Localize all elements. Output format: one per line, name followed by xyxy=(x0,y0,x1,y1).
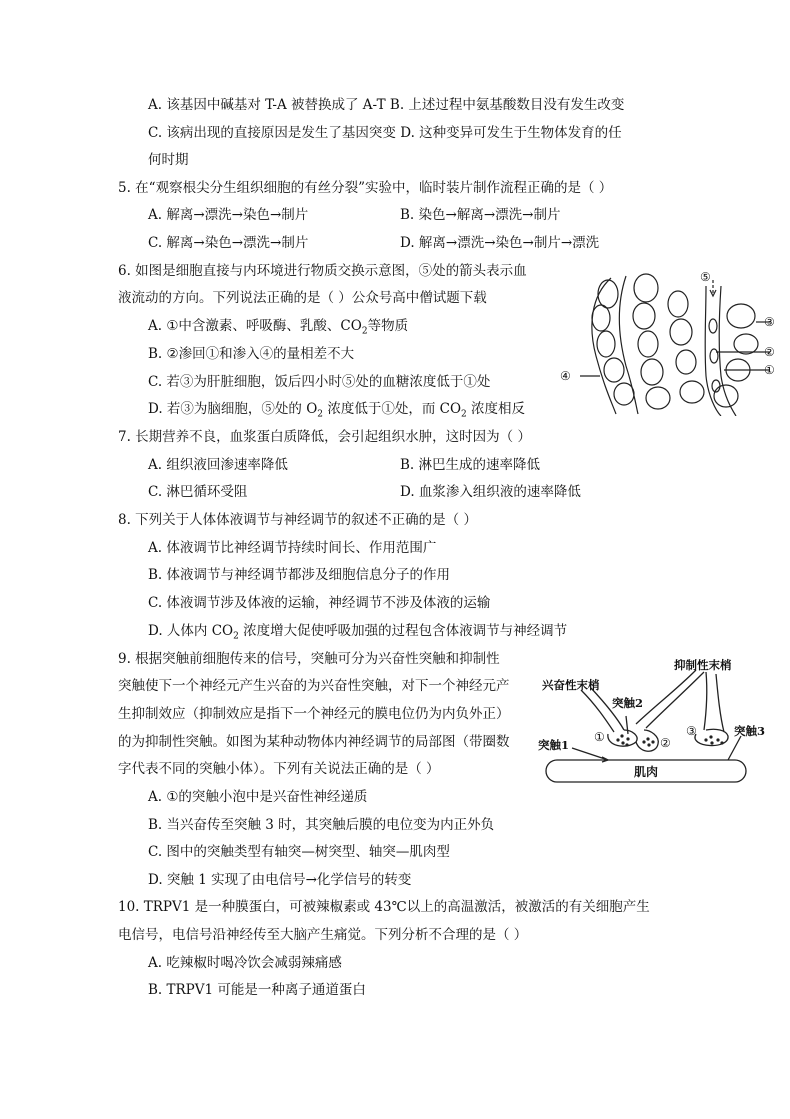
diagram-label-1: ① xyxy=(764,363,775,377)
q7-option-c: C. 淋巴循环受阻 xyxy=(148,484,248,500)
q6-option-d: D. 若③为脑细胞，⑤处的 $O_2$ 浓度低于①处，而 $CO_2$ 浓度相反 xyxy=(148,401,526,420)
label-inhibitory-ending: 抑制性末梢 xyxy=(674,658,732,672)
diagram-label-5: ⑤ xyxy=(700,270,711,284)
q7-option-a: A. 组织液回渗速率降低 xyxy=(148,457,288,473)
question-9-stem-line1: 9. 根据突触前细胞传来的信号，突触可分为兴奋性突触和抑制性 xyxy=(118,651,500,667)
question-10-stem-line2: 电信号，电信号沿神经传至大脑产生痛觉。下列分析不合理的是（ ） xyxy=(118,927,528,943)
q9-option-a: A. ①的突触小泡中是兴奋性神经递质 xyxy=(148,789,368,805)
q8-option-a: A. 体液调节比神经调节持续时间长、作用范围广 xyxy=(148,540,437,556)
q6-option-a: A. ①中含激素、呼吸酶、乳酸、$CO_2$等物质 xyxy=(148,318,409,337)
option-continuation: 何时期 xyxy=(148,152,189,168)
option-text: A. 该基因中碱基对 T-A 被替换成了 A-T B. 上述过程中氨基酸数目没有发生改变 xyxy=(148,97,625,113)
q7-option-d: D. 血浆渗入组织液的速率降低 xyxy=(400,484,581,500)
question-9-stem-line5: 字代表不同的突触小体）。下列有关说法正确的是（ ） xyxy=(118,761,440,777)
option-text: C. 该病出现的直接原因是发生了基因突变 D. 这种变异可发生于生物体发育的任 xyxy=(148,125,622,141)
question-9-stem-line4: 的为抑制性突触。如图为某种动物体内神经调节的局部图（带圈数 xyxy=(118,734,510,750)
question-5-stem: 5. 在“观察根尖分生组织细胞的有丝分裂”实验中，临时装片制作流程正确的是（ ） xyxy=(118,180,613,196)
question-8-stem: 8. 下列关于人体体液调节与神经调节的叙述不正确的是（ ） xyxy=(118,512,477,528)
q8-option-d: D. 人体内 $CO_2$ 浓度增大促使呼吸加强的过程包含体液调节与神经调节 xyxy=(148,623,568,642)
q9-option-c: C. 图中的突触类型有轴突—树突型、轴突—肌肉型 xyxy=(148,844,450,860)
label-knob-3: ③ xyxy=(686,724,697,738)
diagram-label-3: ③ xyxy=(764,315,775,329)
diagram-label-2: ② xyxy=(764,345,775,359)
q6-option-b: B. ②渗回①和渗入④的量相差不大 xyxy=(148,346,355,362)
label-synapse-1: 突触1 xyxy=(538,738,570,752)
q5-option-b: B. 染色→解离→漂洗→制片 xyxy=(400,207,561,223)
question-9-stem-line2: 突触使下一个神经元产生兴奋的为兴奋性突触，对下一个神经元产 xyxy=(118,678,510,694)
q9-option-b: B. 当兴奋传至突触 3 时，其突触后膜的电位变为内正外负 xyxy=(148,817,495,833)
q8-option-c: C. 体液调节涉及体液的运输，神经调节不涉及体液的运输 xyxy=(148,595,491,611)
label-excitatory-ending: 兴奋性末梢 xyxy=(542,678,600,692)
label-synapse-3: 突触3 xyxy=(734,724,766,738)
q5-option-a: A. 解离→漂洗→染色→制片 xyxy=(148,207,309,223)
q10-option-b: B. TRPV1 可能是一种离子通道蛋白 xyxy=(148,982,366,998)
q9-option-d: D. 突触 1 实现了由电信号→化学信号的转变 xyxy=(148,872,412,888)
label-muscle: 肌肉 xyxy=(634,765,659,779)
question-7-stem: 7. 长期营养不良，血浆蛋白质降低，会引起组织水肿，这时因为（ ） xyxy=(118,429,531,445)
tissue-exchange-diagram xyxy=(556,266,778,416)
q7-option-b: B. 淋巴生成的速率降低 xyxy=(400,457,541,473)
label-synapse-2: 突触2 xyxy=(612,696,644,710)
label-knob-2: ② xyxy=(660,736,671,750)
question-9-stem-line3: 生抑制效应（抑制效应是指下一个神经元的膜电位仍为内负外正） xyxy=(118,706,510,722)
diagram-label-4: ④ xyxy=(560,369,571,383)
label-knob-1: ① xyxy=(594,730,605,744)
synapse-diagram xyxy=(536,650,766,790)
question-10-stem-line1: 10. TRPV1 是一种膜蛋白，可被辣椒素或 43℃以上的高温激活，被激活的有关细胞产生 xyxy=(118,899,650,915)
q6-option-c: C. 若③为肝脏细胞，饭后四小时⑤处的血糖浓度低于①处 xyxy=(148,374,491,390)
q10-option-a: A. 吃辣椒时喝冷饮会减弱辣痛感 xyxy=(148,955,342,971)
q8-option-b: B. 体液调节与神经调节都涉及细胞信息分子的作用 xyxy=(148,567,451,583)
q5-option-c: C. 解离→染色→漂洗→制片 xyxy=(148,235,309,251)
question-6-stem-line1: 6. 如图是细胞直接与内环境进行物质交换示意图，⑤处的箭头表示血 xyxy=(118,263,527,279)
q5-option-d: D. 解离→漂洗→染色→制片→漂洗 xyxy=(400,235,600,251)
question-6-stem-line2: 液流动的方向。下列说法正确的是（ ）公众号高中僧试题下载 xyxy=(118,290,487,306)
